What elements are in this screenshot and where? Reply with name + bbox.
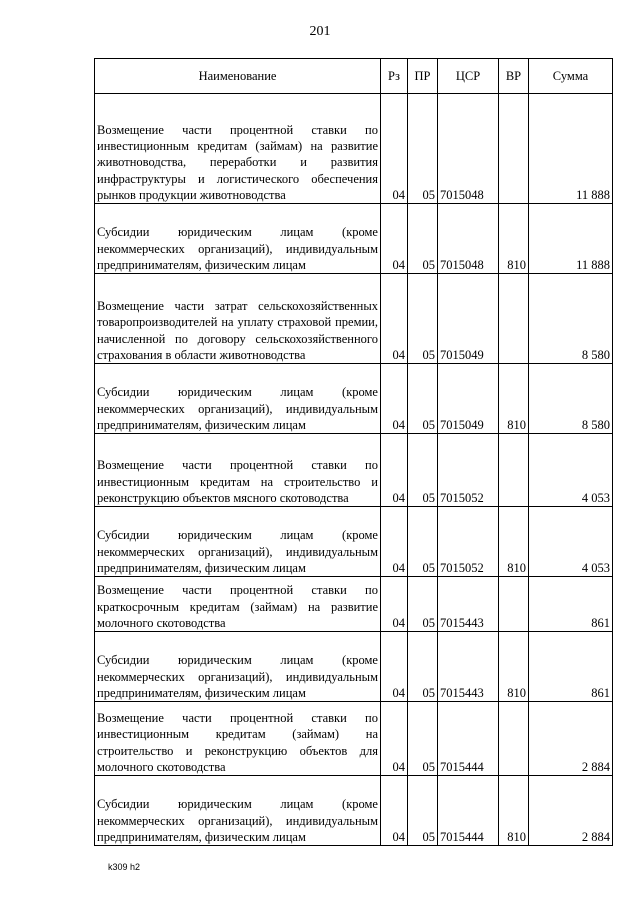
row-vr: 810 xyxy=(499,507,529,577)
table-row xyxy=(95,94,613,204)
row-csr: 7015443 xyxy=(438,632,499,702)
table-row xyxy=(95,702,613,776)
row-rz: 04 xyxy=(381,434,408,507)
row-pr: 05 xyxy=(408,702,438,776)
table-header-row xyxy=(95,59,613,94)
row-csr: 7015049 xyxy=(438,364,499,434)
row-pr: 05 xyxy=(408,577,438,632)
row-csr: 7015052 xyxy=(438,434,499,507)
row-rz: 04 xyxy=(381,364,408,434)
page-number: 201 xyxy=(309,24,331,39)
row-sum: 11 888 xyxy=(529,204,613,274)
row-vr: 810 xyxy=(499,204,529,274)
header-pr: ПР xyxy=(408,59,438,94)
row-rz: 04 xyxy=(381,94,408,204)
row-rz: 04 xyxy=(381,702,408,776)
row-vr xyxy=(499,274,529,364)
row-sum: 2 884 xyxy=(529,776,613,846)
row-pr: 05 xyxy=(408,94,438,204)
row-sum: 8 580 xyxy=(529,274,613,364)
row-csr: 7015049 xyxy=(438,274,499,364)
row-rz: 04 xyxy=(381,776,408,846)
row-pr: 05 xyxy=(408,507,438,577)
row-name: Субсидии юридическим лицам (кроме некоммерческих организаций), индивидуальным предпринимателям, физическим лицам xyxy=(95,204,381,274)
row-vr xyxy=(499,434,529,507)
row-csr: 7015052 xyxy=(438,507,499,577)
header-rz: Рз xyxy=(381,59,408,94)
table-row xyxy=(95,507,613,577)
row-name: Возмещение части затрат сельскохозяйственных товаропроизводителей на уплату страховой премии, начисленной по договору сельскохозяйственного страхования в области животноводства xyxy=(95,274,381,364)
row-name: Возмещение части процентной ставки по инвестиционным кредитам (займам) на развитие животноводства, переработки и развития инфраструктуры и логистического обеспечения рынков продукции животноводства xyxy=(95,94,381,204)
row-vr: 810 xyxy=(499,632,529,702)
header-sum: Сумма xyxy=(529,59,613,94)
table-row xyxy=(95,434,613,507)
row-name: Возмещение части процентной ставки по инвестиционным кредитам на строительство и реконструкцию объектов мясного скотоводства xyxy=(95,434,381,507)
row-pr: 05 xyxy=(408,204,438,274)
row-name: Субсидии юридическим лицам (кроме некоммерческих организаций), индивидуальным предпринимателям, физическим лицам xyxy=(95,776,381,846)
row-vr: 810 xyxy=(499,364,529,434)
header-csr: ЦСР xyxy=(438,59,499,94)
row-vr xyxy=(499,94,529,204)
row-rz: 04 xyxy=(381,507,408,577)
row-sum: 11 888 xyxy=(529,94,613,204)
header-name: Наименование xyxy=(95,59,381,94)
row-csr: 7015443 xyxy=(438,577,499,632)
row-sum: 8 580 xyxy=(529,364,613,434)
budget-table xyxy=(94,58,613,846)
row-csr: 7015444 xyxy=(438,702,499,776)
row-sum: 861 xyxy=(529,577,613,632)
row-sum: 4 053 xyxy=(529,507,613,577)
table-row xyxy=(95,274,613,364)
row-vr xyxy=(499,702,529,776)
row-name: Возмещение части процентной ставки по краткосрочным кредитам (займам) на развитие молочного скотоводства xyxy=(95,577,381,632)
row-sum: 4 053 xyxy=(529,434,613,507)
table-body xyxy=(95,94,613,846)
table-row xyxy=(95,364,613,434)
row-pr: 05 xyxy=(408,434,438,507)
row-sum: 861 xyxy=(529,632,613,702)
row-csr: 7015048 xyxy=(438,204,499,274)
row-name: Субсидии юридическим лицам (кроме некоммерческих организаций), индивидуальным предпринимателям, физическим лицам xyxy=(95,507,381,577)
row-csr: 7015048 xyxy=(438,94,499,204)
row-csr: 7015444 xyxy=(438,776,499,846)
row-rz: 04 xyxy=(381,577,408,632)
row-name: Возмещение части процентной ставки по инвестиционным кредитам (займам) на строительство и реконструкцию объектов для молочного скотоводства xyxy=(95,702,381,776)
row-sum: 2 884 xyxy=(529,702,613,776)
row-rz: 04 xyxy=(381,274,408,364)
row-pr: 05 xyxy=(408,776,438,846)
table-row xyxy=(95,577,613,632)
table-row xyxy=(95,632,613,702)
row-name: Субсидии юридическим лицам (кроме некоммерческих организаций), индивидуальным предпринимателям, физическим лицам xyxy=(95,364,381,434)
row-rz: 04 xyxy=(381,632,408,702)
row-vr xyxy=(499,577,529,632)
row-rz: 04 xyxy=(381,204,408,274)
header-vr: ВР xyxy=(499,59,529,94)
row-pr: 05 xyxy=(408,632,438,702)
row-name: Субсидии юридическим лицам (кроме некоммерческих организаций), индивидуальным предпринимателям, физическим лицам xyxy=(95,632,381,702)
footer-document-code: k309 h2 xyxy=(108,862,141,872)
row-pr: 05 xyxy=(408,274,438,364)
table-row xyxy=(95,204,613,274)
table-row xyxy=(95,776,613,846)
row-pr: 05 xyxy=(408,364,438,434)
row-vr: 810 xyxy=(499,776,529,846)
